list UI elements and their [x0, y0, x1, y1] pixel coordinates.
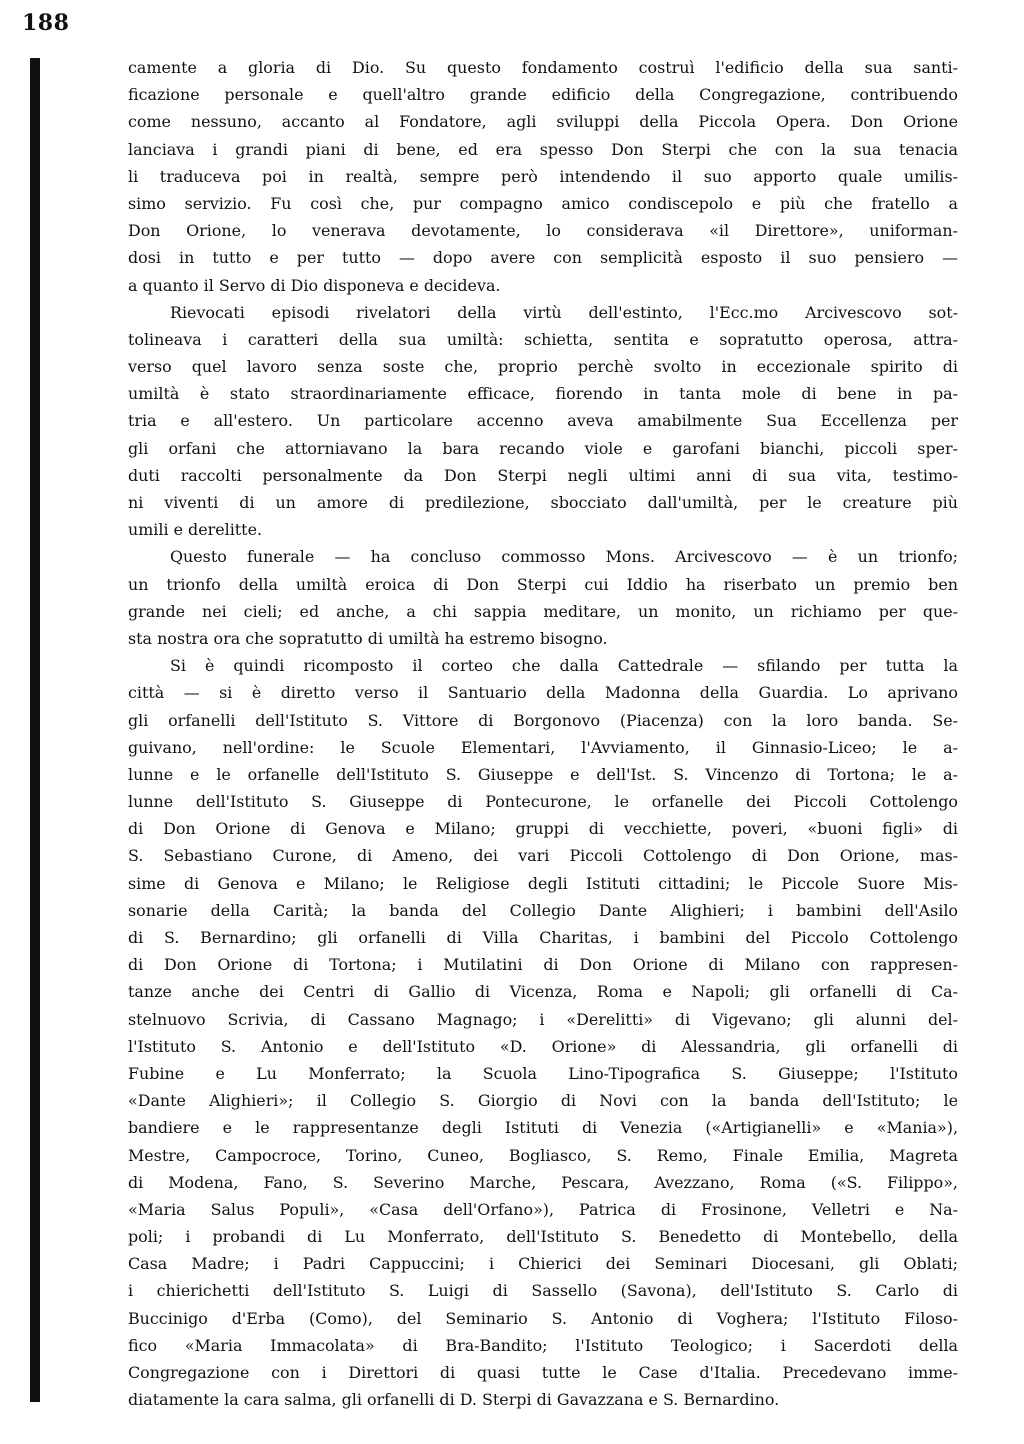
text-line: fico «Maria Immacolata» di Bra-Bandito; l'Istituto Teologico; i Sacerdoti della	[128, 1335, 958, 1355]
text-line: Congregazione con i Direttori di quasi tutte le Case d'Italia. Precedevano imme-	[128, 1363, 958, 1382]
text-line: ficazione personale e quell'altro grande edificio della Congregazione, contribuendo	[128, 85, 958, 105]
text-line: lunne dell'Istituto S. Giuseppe di Pontecurone, le orfanelle dei Piccoli Cottolengo	[128, 792, 958, 812]
text-line: di S. Bernardino; gli orfanelli di Villa Charitas, i bambini del Piccolo Cottolengo	[128, 928, 958, 947]
text-line: Rievocati episodi rivelatori della virtù dell'estinto, l'Ecc.mo Arcivescovo sot-	[170, 302, 958, 322]
text-line: umili e derelitte.	[128, 520, 263, 540]
text-line: poli; i probandi di Lu Monferrato, dell'Istituto S. Benedetto di Montebello, della	[128, 1227, 958, 1247]
text-line: umiltà è stato straordinariamente efficace, fiorendo in tanta mole di bene in pa-	[128, 384, 958, 404]
text-line: dosi in tutto e per tutto — dopo avere con semplicità esposto il suo pensiero —	[128, 248, 958, 268]
text-line: verso quel lavoro senza soste che, proprio perchè svolto in eccezionale spirito di	[128, 357, 958, 377]
text-line: tanze anche dei Centri di Gallio di Vicenza, Roma e Napoli; gli orfanelli di Ca-	[128, 982, 958, 1002]
text-line: lanciava i grandi piani di bene, ed era spesso Don Sterpi che con la sua tenacia	[128, 139, 958, 159]
text-line: Casa Madre; i Padri Cappuccini; i Chierici dei Seminari Diocesani, gli Oblati;	[128, 1254, 958, 1274]
paragraph-p1	[128, 54, 958, 299]
text-line: simo servizio. Fu così che, pur compagno amico condiscepolo e più che fratello a	[128, 193, 958, 213]
text-line: camente a gloria di Dio. Su questo fondamento costruì l'edificio della sua santi-	[128, 58, 958, 77]
text-line: stelnuovo Scrivia, di Cassano Magnago; i «Derelitti» di Vigevano; gli alunni del-	[128, 1009, 958, 1029]
text-line: diatamente la cara salma, gli orfanelli di D. Sterpi di Gavazzana e S. Bernardino.	[128, 1390, 780, 1410]
text-line: «Maria Salus Populi», «Casa dell'Orfano»), Patrica di Frosinone, Velletri e Na-	[128, 1199, 958, 1219]
paragraph-p2	[128, 299, 958, 544]
text-line: sonarie della Carità; la banda del Collegio Dante Alighieri; i bambini dell'Asilo	[128, 900, 958, 920]
text-line: di Don Orione di Tortona; i Mutilatini di Don Orione di Milano con rappresen-	[128, 955, 958, 975]
text-line: tria e all'estero. Un particolare accenno aveva amabilmente Sua Eccellenza per	[128, 411, 958, 431]
text-line: li traduceva poi in realtà, sempre però intendendo il suo apporto quale umilis-	[128, 166, 958, 186]
text-line: di Don Orione di Genova e Milano; gruppi di vecchiette, poveri, «buoni figli» di	[128, 819, 958, 839]
text-line: Fubine e Lu Monferrato; la Scuola Lino-Tipografica S. Giuseppe; l'Istituto	[128, 1063, 958, 1083]
text-line: lunne e le orfanelle dell'Istituto S. Giuseppe e dell'Ist. S. Vincenzo di Tortona; le a-	[128, 764, 958, 784]
text-line: tolineava i caratteri della sua umiltà: schietta, sentita e sopratutto operosa, attra-	[128, 329, 958, 349]
page-number: 188	[22, 10, 70, 36]
text-line: un trionfo della umiltà eroica di Don Sterpi cui Iddio ha riserbato un premio ben	[128, 574, 958, 594]
text-line: guivano, nell'ordine: le Scuole Elementari, l'Avviamento, il Ginnasio-Liceo; le a-	[128, 737, 958, 757]
text-line: Questo funerale — ha concluso commosso Mons. Arcivescovo — è un trionfo;	[170, 547, 958, 567]
paragraph-p3	[128, 543, 958, 652]
text-line: l'Istituto S. Antonio e dell'Istituto «D. Orione» di Alessandria, gli orfanelli di	[128, 1036, 958, 1056]
text-line: Si è quindi ricomposto il corteo che dalla Cattedrale — sfilando per tutta la	[170, 656, 958, 676]
body-text	[128, 54, 958, 1413]
text-line: S. Sebastiano Curone, di Ameno, dei vari Piccoli Cottolengo di Don Orione, mas-	[128, 846, 958, 866]
text-line: come nessuno, accanto al Fondatore, agli sviluppi della Piccola Opera. Don Orione	[128, 112, 958, 132]
text-line: duti raccolti personalmente da Don Sterpi negli ultimi anni di sua vita, testimo-	[128, 465, 958, 485]
text-line: bandiere e le rappresentanze degli Istituti di Venezia («Artigianelli» e «Mania»),	[128, 1118, 958, 1138]
text-line: Mestre, Campocroce, Torino, Cuneo, Bogliasco, S. Remo, Finale Emilia, Magreta	[128, 1145, 958, 1165]
scan-edge-shadow	[30, 58, 40, 1402]
text-line: a quanto il Servo di Dio disponeva e decideva.	[128, 275, 501, 295]
text-line: gli orfani che attorniavano la bara recando viole e garofani bianchi, piccoli sper-	[128, 438, 958, 458]
text-line: «Dante Alighieri»; il Collegio S. Giorgio di Novi con la banda dell'Istituto; le	[128, 1091, 958, 1111]
text-line: sta nostra ora che sopratutto di umiltà ha estremo bisogno.	[128, 628, 608, 648]
text-line: ni viventi di un amore di predilezione, sbocciato dall'umiltà, per le creature più	[128, 493, 958, 512]
text-line: sime di Genova e Milano; le Religiose degli Istituti cittadini; le Piccole Suore Mis-	[128, 873, 958, 893]
paragraph-p4	[128, 652, 958, 1413]
text-line: di Modena, Fano, S. Severino Marche, Pescara, Avezzano, Roma («S. Filippo»,	[128, 1172, 958, 1192]
text-line: gli orfanelli dell'Istituto S. Vittore di Borgonovo (Piacenza) con la loro banda. Se-	[128, 710, 958, 730]
text-line: grande nei cieli; ed anche, a chi sappia meditare, un monito, un richiamo per que-	[128, 601, 958, 621]
text-line: Don Orione, lo venerava devotamente, lo considerava «il Direttore», uniforman-	[128, 221, 958, 241]
text-line: i chierichetti dell'Istituto S. Luigi di Sassello (Savona), dell'Istituto S. Carlo di	[128, 1281, 958, 1301]
text-line: città — si è diretto verso il Santuario della Madonna della Guardia. Lo aprivano	[128, 683, 958, 703]
text-line: Buccinigo d'Erba (Como), del Seminario S. Antonio di Voghera; l'Istituto Filoso-	[128, 1308, 958, 1328]
